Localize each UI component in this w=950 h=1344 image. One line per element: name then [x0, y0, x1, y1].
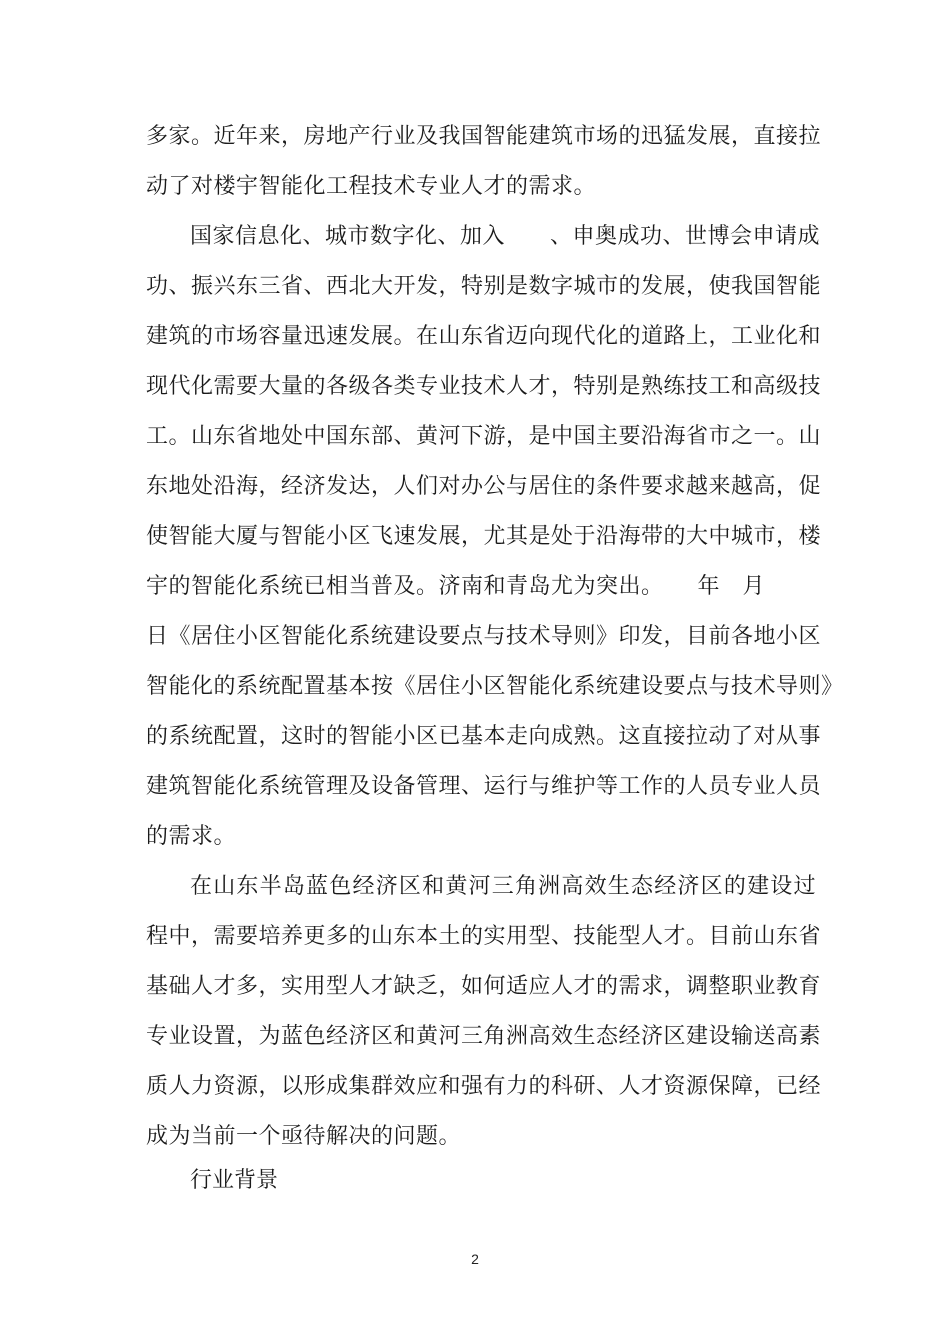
paragraph-2-line-9: 日《居住小区智能化系统建设要点与技术导则》印发，目前各地小区 — [146, 624, 822, 649]
paragraph-2-line-3: 建筑的市场容量迅速发展。在山东省迈向现代化的道路上，工业化和 — [146, 324, 822, 349]
paragraph-1-line-1: 多家。近年来，房地产行业及我国智能建筑市场的迅猛发展，直接拉 — [146, 124, 822, 149]
paragraph-2-line-11: 的系统配置，这时的智能小区已基本走向成熟。这直接拉动了对从事 — [146, 724, 822, 749]
paragraph-2-line-6: 东地处沿海，经济发达，人们对办公与居住的条件要求越来越高，促 — [146, 474, 822, 499]
paragraph-3-line-2: 程中，需要培养更多的山东本土的实用型、技能型人才。目前山东省 — [146, 924, 822, 949]
paragraph-3-line-1: 在山东半岛蓝色经济区和黄河三角洲高效生态经济区的建设过 — [190, 874, 816, 899]
paragraph-2-line-8: 宇的智能化系统已相当普及。济南和青岛尤为突出。 年 月 — [146, 574, 766, 599]
page-number: 2 — [471, 1251, 479, 1267]
paragraph-2-line-4: 现代化需要大量的各级各类专业技术人才，特别是熟练技工和高级技 — [146, 374, 822, 399]
paragraph-2-line-10: 智能化的系统配置基本按《居住小区智能化系统建设要点与技术导则》 — [146, 674, 844, 699]
paragraph-3-line-4: 专业设置，为蓝色经济区和黄河三角洲高效生态经济区建设输送高素 — [146, 1024, 822, 1049]
paragraph-3-line-6: 成为当前一个亟待解决的问题。 — [146, 1124, 462, 1149]
section-heading: 行业背景 — [190, 1168, 279, 1193]
paragraph-2-line-12: 建筑智能化系统管理及设备管理、运行与维护等工作的人员专业人员 — [146, 774, 822, 799]
paragraph-1-line-2: 动了对楼宇智能化工程技术专业人才的需求。 — [146, 174, 597, 199]
paragraph-3-line-5: 质人力资源，以形成集群效应和强有力的科研、人才资源保障，已经 — [146, 1074, 822, 1099]
paragraph-2-line-2: 功、振兴东三省、西北大开发，特别是数字城市的发展，使我国智能 — [146, 274, 822, 299]
paragraph-2-line-1: 国家信息化、城市数字化、加入 、申奥成功、世博会申请成 — [190, 224, 821, 249]
paragraph-3-line-3: 基础人才多，实用型人才缺乏，如何适应人才的需求，调整职业教育 — [146, 974, 822, 999]
paragraph-2-line-7: 使智能大厦与智能小区飞速发展，尤其是处于沿海带的大中城市，楼 — [146, 524, 822, 549]
paragraph-2-line-13: 的需求。 — [146, 824, 237, 849]
paragraph-2-line-5: 工。山东省地处中国东部、黄河下游，是中国主要沿海省市之一。山 — [146, 424, 822, 449]
